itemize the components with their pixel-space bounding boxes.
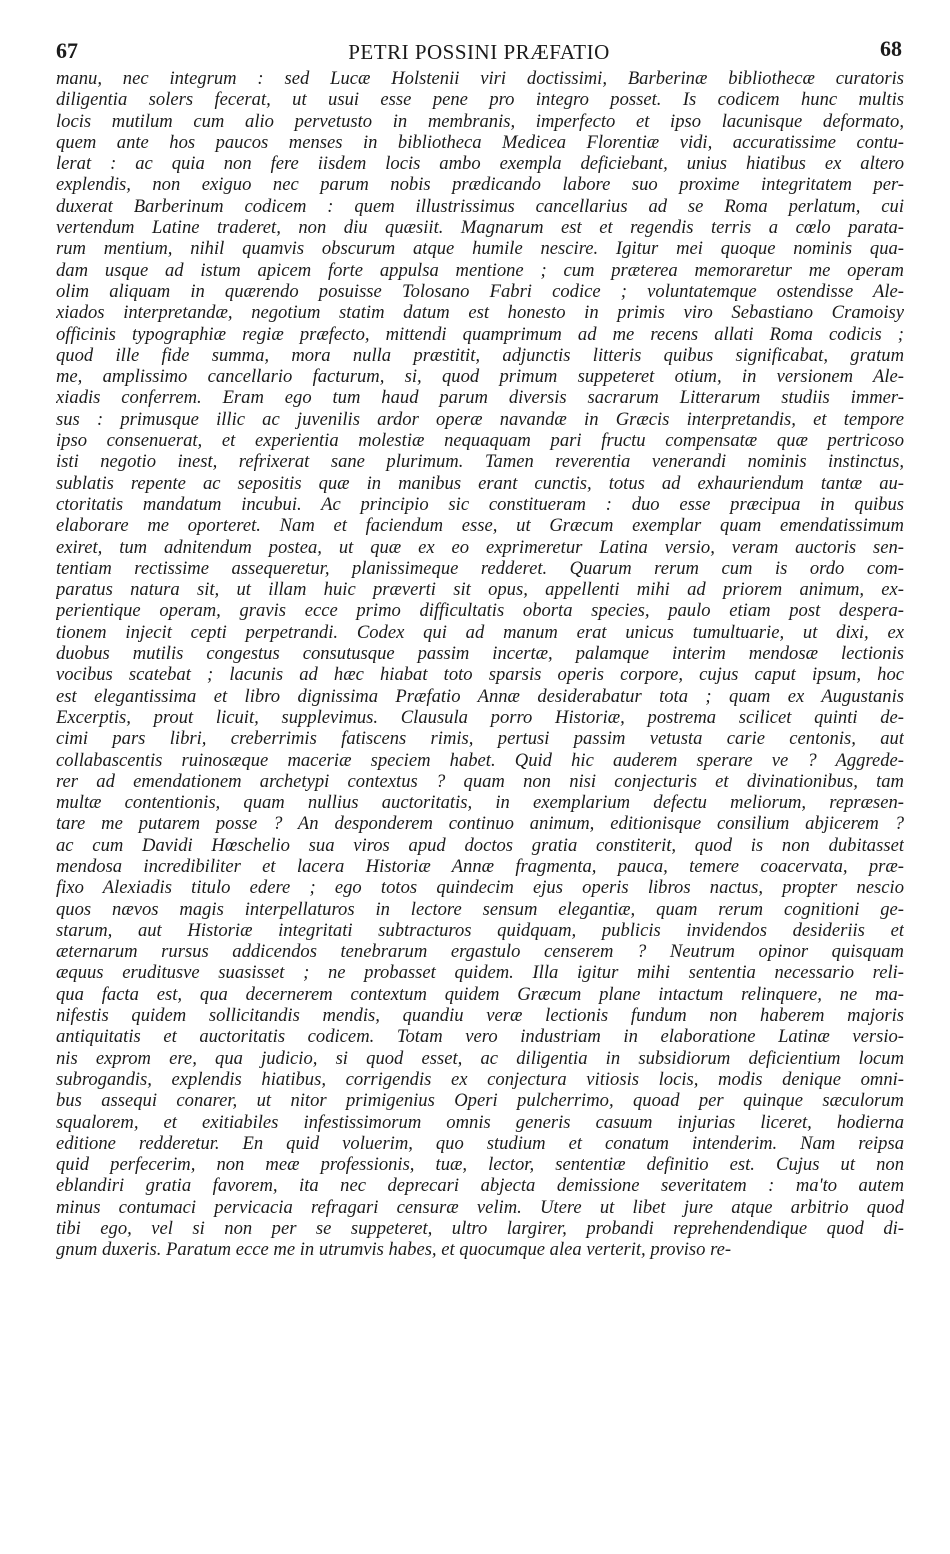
text-line: locis mutilum cum alio pervetusto in membranis, imperfecto et ipso lacunisque deformato, bbox=[56, 110, 904, 132]
text-line: squalorem, et exitiabiles infestissimorum omnis generis casuum injurias liceret, hodierna bbox=[56, 1111, 904, 1133]
text-line: vertendum Latine traderet, non diu quæsiit. Magnarum est et regendis terris a cœlo parata- bbox=[56, 217, 904, 239]
text-line: tentiam rectissime assequeretur, planissimeque redderet. Quarum rerum cum is ordo com- bbox=[56, 557, 904, 579]
page-header bbox=[56, 36, 902, 66]
text-line: isti negotio inest, refrixerat sane plurimum. Tamen reverentia venerandi nominis instinctus, bbox=[56, 451, 904, 473]
text-line: mendosa incredibiliter et lacera Historiæ Annæ fragmenta, pauca, temere coacervata, præ- bbox=[56, 855, 904, 877]
text-line: diligentia solers fecerat, ut usui esse pene pro integro posset. Is codicem hunc multis bbox=[56, 89, 904, 111]
text-line: editione redderetur. En quid voluerim, quo studium et conatum intenderim. Nam reipsa bbox=[56, 1132, 904, 1154]
text-line: explendis, non exiguo nec parum nobis prædicando labore suo proxime integritatem per- bbox=[56, 174, 904, 196]
text-line: quos nævos magis interpellaturos in lectore sensum elegantiæ, quam rerum cognitioni ge- bbox=[56, 898, 904, 920]
text-line: duxerat Barberinum codicem : quem illustrissimus cancellarius ad se Roma perlatum, cui bbox=[56, 195, 904, 217]
text-line: sublatis repente ac sepositis quæ in manibus erant cunctis, totus ad exhauriendum tantæ au- bbox=[56, 472, 904, 494]
text-line: minus contumaci pervicacia refragari censuræ velim. Utere ut libet jure atque arbitrio quod bbox=[56, 1196, 904, 1218]
text-line: starum, aut Historiæ integritati subtracturos quidquam, publicis invidendos desideriis et bbox=[56, 919, 904, 941]
text-line: vocibus scatebat ; lacunis ad hæc hiabat toto sparsis operis corpore, cujus caput ipsum, hoc bbox=[56, 664, 904, 686]
text-line: quid perfecerim, non meæ professionis, tuæ, lector, sententiæ definitio est. Cujus ut non bbox=[56, 1154, 904, 1176]
text-line: æternarum rursus addicendos tenebrarum ergastulo censerem ? Neutrum opinor quisquam bbox=[56, 941, 904, 963]
text-line: rum mentium, nihil quamvis obscurum atque humile nescire. Igitur mei quoque nominis qua- bbox=[56, 238, 904, 260]
text-line: me, amplissimo cancellario facturum, si, quod primum suppeteret otium, in versionem Ale- bbox=[56, 366, 904, 388]
text-line: xiados interpretandæ, negotium statim datum est honesto in primis viro Sebastiano Cramoisy bbox=[56, 302, 904, 324]
text-line: officinis typographiæ regiæ præfecto, mittendi quamprimum ad me recens allati Roma codicis ; bbox=[56, 323, 904, 345]
text-line: æquus eruditusve suasisset ; ne probasset quidem. Illa igitur mihi sententia necessario reli- bbox=[56, 962, 904, 984]
text-line: manu, nec integrum : sed Lucæ Holstenii viri doctissimi, Barberinæ bibliothecæ curatoris bbox=[56, 68, 904, 89]
page-number-left: 67 bbox=[56, 38, 78, 63]
text-line: ac cum Davidi Hœschelio sua viros apud doctos gratia constiterit, quod is non dubitasset bbox=[56, 834, 904, 856]
text-line: nis exprom ere, qua judicio, si quod esset, ac diligentia in subsidiorum deficientium locum bbox=[56, 1047, 904, 1069]
page-number-right: 68 bbox=[880, 36, 902, 61]
text-line: collabascentis ruinosæque maceriæ speciem habet. Quid hic auderem sperare ve ? Aggrede- bbox=[56, 749, 904, 771]
text-line: nifestis quidem sollicitandis mendis, quandiu veræ lectionis fundum non haberem majoris bbox=[56, 1005, 904, 1027]
text-line: gnum duxeris. Paratum ecce me in utrumvis habes, et quocumque alea verterit, proviso re- bbox=[56, 1239, 732, 1261]
text-line: perientique operam, gravis ecce primo difficultatis oborta species, paulo etiam post despera- bbox=[56, 600, 904, 622]
text-line: sus : primusque illic ac juvenilis ardor operæ navandæ in Græcis interpretandis, et tempore bbox=[56, 408, 904, 430]
text-line: tibi ego, vel si non per se suppeteret, ultro largirer, probandi reprehendendique quod di- bbox=[56, 1218, 904, 1240]
text-line: quod ille fide summa, mora nulla præstitit, adjunctis litteris quibus significabat, gratum bbox=[56, 344, 904, 366]
text-line: subrogandis, explendis hiatibus, corrigendis ex conjectura vitiosis locis, modis denique omni- bbox=[56, 1068, 904, 1090]
text-line: tionem injecit cepti perpetrandi. Codex qui ad manum erat unicus tumultuarie, ut dixi, ex bbox=[56, 621, 904, 643]
text-line: quem ante hos paucos menses in bibliotheca Medicea Florentiæ vidi, accuratissime contu- bbox=[56, 131, 904, 153]
text-line: exiret, tum adnitendum postea, ut quæ ex eo exprimeretur Latina versio, veram auctoris sen- bbox=[56, 536, 904, 558]
text-line: eblandiri gratia favorem, ita nec deprecari abjecta demissione severitatem : ma'to autem bbox=[56, 1175, 904, 1197]
text-line: dam usque ad istum apicem forte appulsa mentione ; cum præterea memoraretur me operam bbox=[56, 259, 904, 281]
text-line: cimi pars libri, creberrimis fatiscens rimis, pertusi passim vetusta carie centonis, aut bbox=[56, 728, 904, 750]
text-line: ipso consenuerat, et experientia molestiæ nequaquam pari fructu compensatæ quæ pertricoso bbox=[56, 430, 904, 452]
text-line: antiquitatis et auctoritatis codicem. Totam vero industriam in elaboratione Latinæ versio- bbox=[56, 1026, 904, 1048]
text-line: fixo Alexiadis titulo edere ; ego totos quindecim ejus operis libros nactus, propter nescio bbox=[56, 877, 904, 899]
text-line: rer ad emendationem archetypi contextus ? quam non nisi conjecturis et divinationibus, tam bbox=[56, 770, 904, 792]
text-line: multæ contentionis, quam nullius auctoritatis, in exemplarium defectu meliorum, repræsen- bbox=[56, 792, 904, 814]
text-line: tare me putarem posse ? An desponderem continuo animum, editionisque consilium abjicerem ? bbox=[56, 813, 904, 835]
text-line: ctoritatis mandatum incubui. Ac principio sic constitueram : duo esse præcipua in quibus bbox=[56, 493, 904, 515]
text-line: est elegantissima et libro dignissima Præfatio Annæ desiderabatur tota ; quam ex Augustanis bbox=[56, 685, 904, 707]
text-line: paratus natura sit, ut illam huic præverti sit opus, appellenti mihi ad priorem animum, ex- bbox=[56, 579, 904, 601]
text-line: lerat : ac quia non fere iisdem locis ambo exempla deficiebant, unius hiatibus ex altero bbox=[56, 153, 904, 175]
body-text bbox=[56, 68, 904, 1261]
text-line: elaborare me oporteret. Nam et faciendum esse, ut Græcum exemplar quam emendatissimum bbox=[56, 515, 904, 537]
text-line: xiadis conferrem. Eram ego tum haud parum diversis sacrarum Litterarum studiis immer- bbox=[56, 387, 904, 409]
text-line: Excerptis, prout licuit, supplevimus. Clausula porro Historiæ, postrema scilicet quinti de- bbox=[56, 706, 904, 728]
running-title: PETRI POSSINI PRÆFATIO bbox=[348, 40, 610, 64]
text-line: bus assequi conarer, ut nitor primigenius Operi pulcherrimo, quoad per quinque sæculorum bbox=[56, 1090, 904, 1112]
text-line: duobus mutilis congestus consutusque passim incertæ, palamque interim mendosæ lectionis bbox=[56, 643, 904, 665]
text-line: olim aliquam in quærendo posuisse Tolosano Fabri codice ; voluntatemque ostendisse Ale- bbox=[56, 280, 904, 302]
text-line: qua facta est, qua decernerem contextum quidem Græcum plane intactum relinquere, ne ma- bbox=[56, 983, 904, 1005]
